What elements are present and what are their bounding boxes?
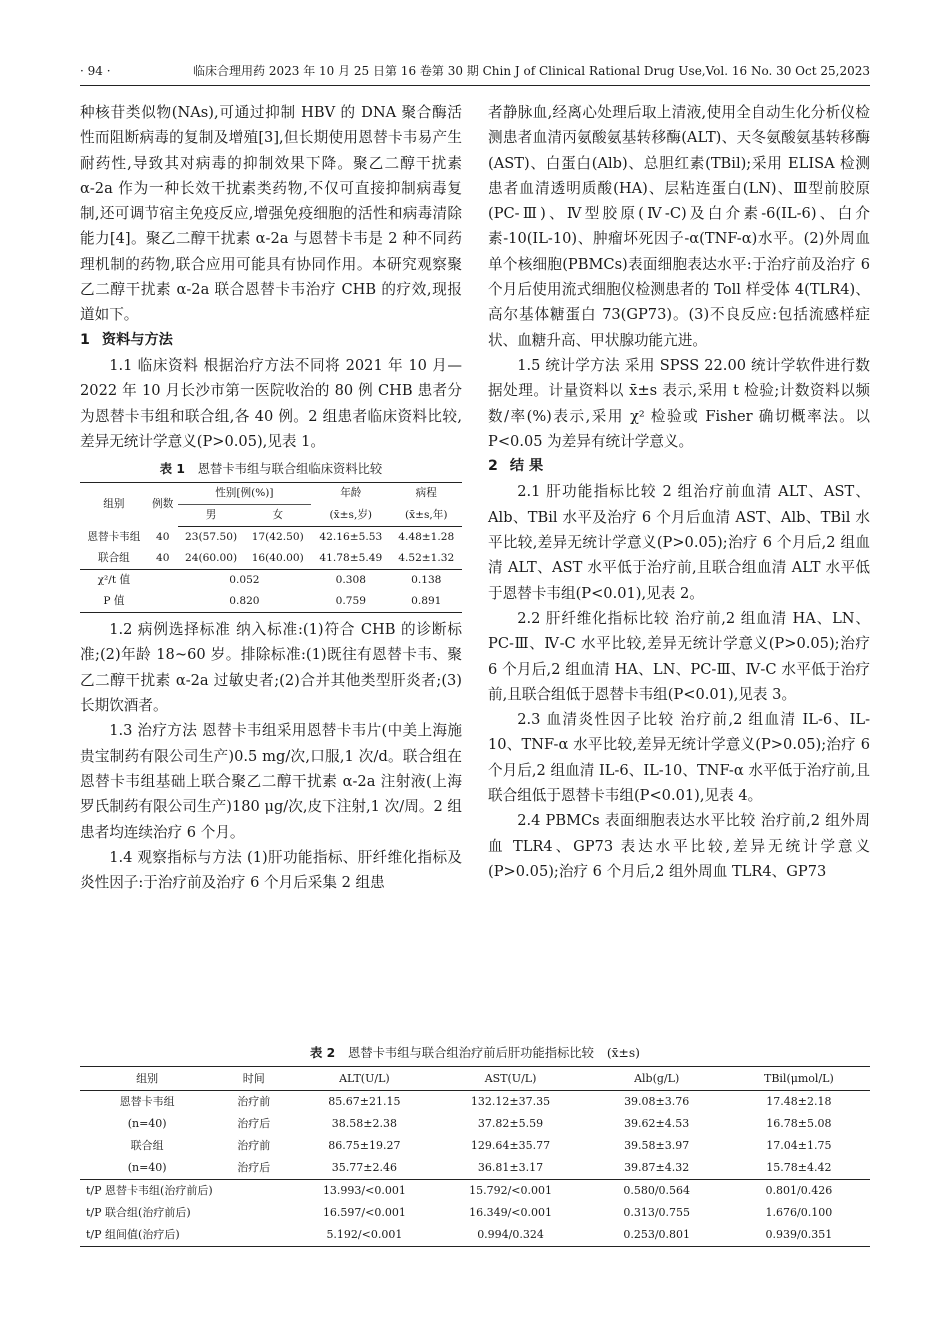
para-1-2: 1.2 病例选择标准 纳入标准:(1)符合 CHB 的诊断标准;(2)年龄 18~60 岁。排除标准:(1)既往有恩替卡韦、聚乙二醇干扰素 α-2a 过敏史者;(2)合并其他类型肝炎者;(3)长期饮酒者。 (80, 621, 462, 715)
page (80, 62, 870, 895)
t2-cell-group: (n=40) (127, 1117, 167, 1130)
table-row (80, 527, 462, 549)
t1-h-n: 例数 (152, 498, 174, 511)
t2-cell-tbil: 15.78±4.42 (766, 1161, 832, 1174)
t2-cell-time: 治疗前 (237, 1095, 271, 1108)
table-row (80, 1224, 870, 1247)
table-2-title: 恩替卡韦组与联合组治疗前后肝功能指标比较 (348, 1046, 594, 1060)
t2-stat-ast: 15.792/<0.001 (435, 1180, 585, 1203)
t1-stat-course: 0.138 (391, 570, 462, 592)
t2-cell-tbil: 17.04±1.75 (766, 1139, 832, 1152)
t1-cell-course: 4.52±1.32 (398, 552, 455, 565)
t1-cell-age: 42.16±5.53 (319, 531, 383, 544)
t2-cell-time: 治疗前 (237, 1139, 271, 1152)
table-2 (80, 1066, 870, 1247)
t2-h-alb: Alb(g/L) (586, 1067, 728, 1091)
table-row (80, 1157, 870, 1180)
t2-stat-ast: 0.994/0.324 (477, 1228, 544, 1241)
para-1-1: 1.1 临床资料 根据治疗方法不同将 2021 年 10 月—2022 年 10 月长沙市第一医院收治的 80 例 CHB 患者分为恩替卡韦组和联合组,各 40 例。2 组患者临床资料比较,差异无统计学意义(P>0.05),见表 1。 (80, 356, 462, 450)
t2-cell-alb: 39.08±3.76 (624, 1095, 690, 1108)
para-1-4-continued: 者静脉血,经离心处理后取上清液,使用全自动生化分析仪检测患者血清丙氨酸氨基转移酶(ALT)、天冬氨酸氨基转移酶(AST)、白蛋白(Alb)、总胆红素(TBil);采用 ELISA 检测患者血清透明质酸(HA)、层粘连蛋白(LN)、Ⅲ型前胶原(PC-Ⅲ)、Ⅳ型胶原(Ⅳ-C)及白介素-6(IL-6)、白介素-10(IL-10)、肿瘤坏死因子-α(TNF-α)水平。(2)外周血单个核细胞(PBMCs)表面细胞表达水平:于治疗前及治疗 6 个月后使用流式细胞仪检测患者的 Toll 样受体 4(TLR4)、高尔基体糖蛋白 73(GP73)。(3)不良反应:包括流感样症状、血糖升高、甲状腺功能亢进。 (488, 104, 870, 349)
t2-cell-ast: 37.82±5.59 (477, 1117, 544, 1130)
para-1-4: 1.4 观察指标与方法 (1)肝功能指标、肝纤维化指标及炎性因子:于治疗前及治疗 6 个月后采集 2 组患 (80, 848, 462, 892)
section-2-heading (488, 454, 870, 479)
t2-stat-ast: 16.349/<0.001 (469, 1206, 552, 1219)
table-row (80, 1091, 870, 1114)
para-1-5: 1.5 统计学方法 采用 SPSS 22.00 统计学软件进行数据处理。计量资料以 x̄±s 表示,采用 t 检验;计数资料以频数/率(%)表示,采用 χ² 检验或 Fisher 确切概率法。以 P<0.05 为差异有统计学意义。 (488, 356, 870, 450)
t2-cell-time: 治疗后 (237, 1117, 271, 1130)
table-row (80, 1202, 870, 1224)
t2-cell-ast: 132.12±37.35 (470, 1095, 551, 1108)
t2-cell-ast: 36.81±3.17 (477, 1161, 544, 1174)
t2-h-alt: ALT(U/L) (293, 1067, 435, 1091)
table-2-caption (80, 1042, 870, 1064)
t2-stat-alb: 0.580/0.564 (586, 1180, 728, 1203)
t1-p-age: 0.759 (335, 595, 366, 608)
right-column (488, 100, 870, 895)
t1-cell-male: 24(60.00) (185, 552, 238, 565)
intro-paragraph: 种核苷类似物(NAs),可通过抑制 HBV 的 DNA 聚合酶活性而阻断病毒的复制及增殖[3],但长期使用恩替卡韦易产生耐药性,导致其对病毒的抑制效果下降。聚乙二醇干扰素 α-2a 作为一种长效干扰素类药物,不仅可直接抑制病毒复制,还可调节宿主免疫反应,增强免疫细胞的活性和病毒清除能力[4]。聚乙二醇干扰素 α-2a 与恩替卡韦是 2 种不同药理机制的药物,联合应用可能具有协同作用。本研究观察聚乙二醇干扰素 α-2a 联合恩替卡韦治疗 CHB 的疗效,现报道如下。 (80, 104, 462, 324)
t1-cell-n: 40 (155, 552, 170, 565)
t2-cell-group: 恩替卡韦组 (119, 1095, 175, 1108)
t2-cell-time: 治疗后 (237, 1161, 271, 1174)
t1-cell-female: 17(42.50) (251, 531, 304, 544)
table-row (80, 1113, 870, 1135)
t1-h-sex: 性别[例(%)] (178, 483, 311, 505)
t2-h-tbil: TBil(μmol/L) (728, 1067, 870, 1091)
t1-p-sex: 0.820 (229, 595, 260, 608)
t1-h-course-unit: (x̄±s,年) (391, 505, 462, 527)
table-row (80, 548, 462, 570)
t2-cell-alt: 35.77±2.46 (331, 1161, 397, 1174)
t2-h-ast: AST(U/L) (435, 1067, 585, 1091)
t2-cell-alb: 39.87±4.32 (624, 1161, 690, 1174)
para-2-3: 2.3 血清炎性因子比较 治疗前,2 组血清 IL-6、IL-10、TNF-α 水平比较,差异无统计学意义(P>0.05);治疗 6 个月后,2 组血清 IL-6、IL-10、TNF-α 水平低于治疗前,且联合组低于恩替卡韦组(P<0.01),见表 4。 (488, 711, 870, 805)
t1-h-age: 年龄 (340, 487, 362, 500)
t1-cell-female: 16(40.00) (251, 552, 304, 565)
t2-stat-tbil: 0.801/0.426 (728, 1180, 870, 1203)
table-1-label: 表 1 (159, 462, 185, 477)
t2-h-group: 组别 (80, 1067, 214, 1091)
table-2-unit: (x̄±s) (606, 1046, 640, 1060)
t1-p-label: P 值 (103, 595, 125, 608)
page-number: · 94 · (80, 64, 111, 78)
t2-cell-tbil: 17.48±2.18 (766, 1095, 832, 1108)
section-2-number: 2 (488, 458, 498, 475)
t1-h-group: 组别 (103, 498, 125, 511)
t2-cell-tbil: 16.78±5.08 (766, 1117, 832, 1130)
t2-stat-label: t/P 联合组(治疗前后) (86, 1206, 191, 1219)
t1-h-male: 男 (178, 505, 245, 527)
section-1-number: 1 (80, 331, 90, 348)
t2-cell-alt: 86.75±19.27 (328, 1139, 401, 1152)
table-row (80, 1180, 870, 1203)
para-2-4: 2.4 PBMCs 表面细胞表达水平比较 治疗前,2 组外周血 TLR4、GP73 表达水平比较,差异无统计学意义(P>0.05);治疗 6 个月后,2 组外周血 TLR4、GP73 (488, 812, 870, 880)
section-1-title: 资料与方法 (101, 331, 173, 348)
t2-h-time: 时间 (214, 1067, 293, 1091)
t1-cell-group: 联合组 (97, 552, 130, 565)
t1-cell-course: 4.48±1.28 (398, 531, 455, 544)
t2-cell-alb: 39.58±3.97 (624, 1139, 690, 1152)
section-1-heading (80, 328, 462, 353)
t2-cell-alt: 85.67±21.15 (328, 1095, 401, 1108)
table-row (80, 1135, 870, 1157)
t1-h-age-unit: (x̄±s,岁) (311, 505, 390, 527)
journal-citation: 临床合理用药 2023 年 10 月 25 日第 16 卷第 30 期 Chin J of Clinical Rational Drug Use,Vol. 16 No. 30 Oct 25,2023 (193, 64, 870, 78)
t1-cell-n: 40 (155, 530, 170, 543)
running-header (80, 62, 870, 86)
para-1-3: 1.3 治疗方法 恩替卡韦组采用恩替卡韦片(中美上海施贵宝制药有限公司生产)0.5 mg/次,口服,1 次/d。联合组在恩替卡韦组基础上联合聚乙二醇干扰素 α-2a 注射液(上海罗氏制药有限公司生产)180 μg/次,皮下注射,1 次/周。2 组患者均连续治疗 6 个月。 (80, 722, 462, 841)
t2-cell-alb: 39.62±4.53 (624, 1117, 690, 1130)
t1-stat-label: χ²/t 值 (80, 570, 148, 592)
t1-h-female: 女 (244, 505, 311, 527)
t2-cell-ast: 129.64±35.77 (470, 1139, 551, 1152)
table-2-block (80, 1038, 870, 1247)
t2-cell-alt: 38.58±2.38 (331, 1117, 397, 1130)
para-2-1: 2.1 肝功能指标比较 2 组治疗前血清 ALT、AST、Alb、TBil 水平及治疗 6 个月后血清 AST、Alb、TBil 水平比较,差异无统计学意义(P>0.05);治疗 6 个月后,2 组血清 ALT、AST 水平低于治疗前,且联合组血清 ALT 水平低于恩替卡韦组(P<0.01),见表 2。 (488, 483, 870, 602)
t1-stat-sex: 0.052 (178, 570, 311, 592)
t2-stat-alt: 16.597/<0.001 (322, 1206, 406, 1219)
t1-stat-age: 0.308 (311, 570, 390, 592)
table-row (80, 591, 462, 613)
t1-p-course: 0.891 (411, 595, 442, 608)
t2-stat-label: t/P 组间值(治疗后) (86, 1228, 180, 1241)
t1-cell-male: 23(57.50) (185, 531, 238, 544)
t2-stat-tbil: 0.939/0.351 (765, 1228, 833, 1241)
t2-stat-alb: 0.313/0.755 (623, 1206, 691, 1219)
t2-stat-tbil: 1.676/0.100 (765, 1206, 833, 1219)
left-column (80, 100, 462, 895)
t2-stat-alt: 5.192/<0.001 (326, 1228, 403, 1241)
table-1 (80, 482, 462, 613)
table-row (80, 570, 462, 592)
t2-stat-alb: 0.253/0.801 (623, 1228, 691, 1241)
t2-stat-label: t/P 恩替卡韦组(治疗前后) (80, 1180, 293, 1203)
table-1-caption (80, 458, 462, 480)
section-2-title: 结 果 (509, 458, 544, 475)
t2-cell-group: (n=40) (127, 1161, 167, 1174)
t1-cell-age: 41.78±5.49 (319, 552, 383, 565)
t2-stat-alt: 13.993/<0.001 (293, 1180, 435, 1203)
para-2-2: 2.2 肝纤维化指标比较 治疗前,2 组血清 HA、LN、PC-Ⅲ、Ⅳ-C 水平比较,差异无统计学意义(P>0.05);治疗 6 个月后,2 组血清 HA、LN、PC-Ⅲ、Ⅳ-C 水平低于治疗前,且联合组低于恩替卡韦组(P<0.01),见表 3。 (488, 609, 870, 703)
t1-cell-group: 恩替卡韦组 (87, 530, 141, 543)
table-1-title: 恩替卡韦组与联合组临床资料比较 (197, 462, 383, 477)
t1-h-course: 病程 (415, 487, 437, 500)
table-2-label: 表 2 (310, 1046, 336, 1060)
t2-cell-group: 联合组 (130, 1139, 164, 1152)
